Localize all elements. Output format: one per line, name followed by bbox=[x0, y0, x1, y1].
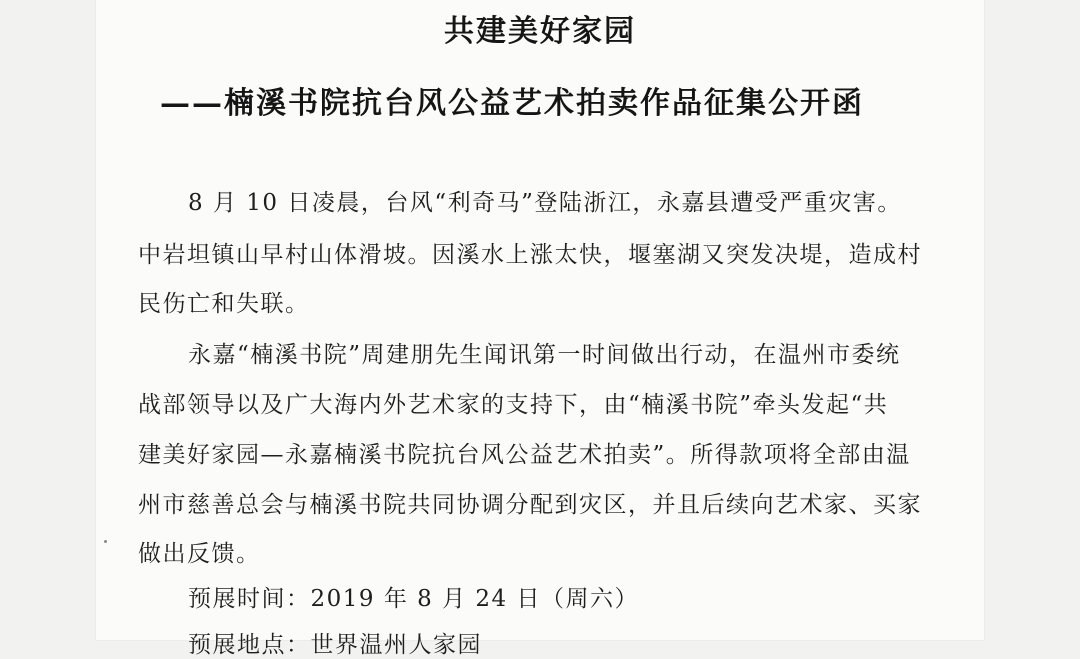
paragraph-line: 永嘉“楠溪书院”周建朋先生闻讯第一时间做出行动，在温州市委统 bbox=[188, 342, 901, 368]
paragraph-line: 州市慈善总会与楠溪书院共同协调分配到灾区，并且后续向艺术家、买家 bbox=[138, 492, 922, 518]
paragraph-line: 建美好家园—永嘉楠溪书院抗台风公益艺术拍卖”。所得款项将全部由温 bbox=[138, 442, 911, 468]
paragraph-line: 做出反馈。 bbox=[138, 541, 261, 567]
paragraph-line: 战部领导以及广大海内外艺术家的支持下，由“楠溪书院”牵头发起“共 bbox=[138, 392, 889, 418]
document-subtitle: ——楠溪书院抗台风公益艺术拍卖作品征集公开函 bbox=[160, 86, 864, 121]
document-title: 共建美好家园 bbox=[444, 14, 636, 49]
scan-speck bbox=[104, 540, 107, 543]
paragraph-line: 中岩坦镇山早村山体滑坡。因溪水上涨太快，堰塞湖又突发决堤，造成村 bbox=[138, 242, 922, 268]
paragraph-line: 8 月 10 日凌晨，台风“利奇马”登陆浙江，永嘉县遭受严重灾害。 bbox=[188, 190, 902, 216]
paragraph-line: 民伤亡和失联。 bbox=[138, 291, 310, 317]
preview-location-line: 预展地点：世界温州人家园 bbox=[188, 632, 482, 658]
preview-time-line: 预展时间：2019 年 8 月 24 日（周六） bbox=[188, 586, 639, 612]
